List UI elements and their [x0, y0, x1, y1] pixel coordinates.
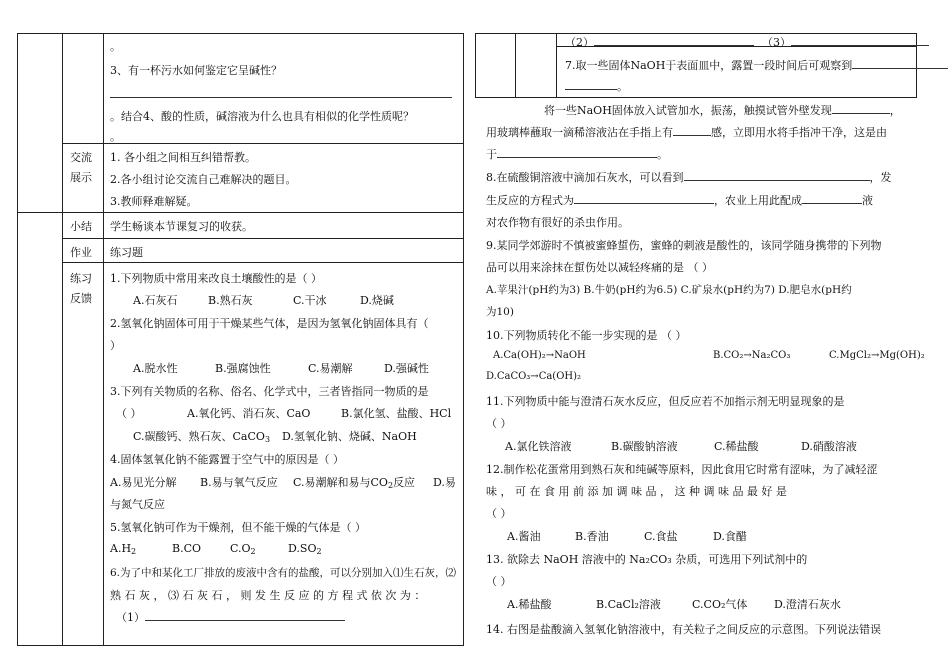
- content-question-4: 。结合4、酸的性质，碱溶液为什么也具有相似的化学性质呢？: [110, 110, 414, 123]
- q8-text-5: 液: [862, 194, 873, 207]
- left-table-col2: [62, 33, 63, 645]
- q3-option-d[interactable]: D.氢氧化钠、烧碱、NaOH: [282, 430, 417, 443]
- question-8-line-3: 对农作物有很好的杀虫作用。: [486, 216, 629, 229]
- content-question-3: 3、有一杯污水如何鉴定它呈碱性？: [110, 64, 282, 77]
- question-12-line-2: 味 ， 可 在 食 用 前 添 加 调 味 品 ， 这 种 调 味 品 最 好 是: [486, 485, 787, 498]
- q4-option-c[interactable]: [293, 474, 415, 490]
- dissolve-line-3: [486, 146, 668, 162]
- left-row-line-4: [62, 262, 464, 263]
- q4-option-c-sub: 2: [387, 481, 394, 490]
- q5-option-c[interactable]: [230, 542, 256, 556]
- homework-label: 作业: [70, 246, 92, 259]
- question-14: 14. 右图是盐酸滴入氢氧化钠溶液中，有关粒子之间反应的示意图。下列说法错误: [486, 623, 881, 636]
- q4-option-c-post: 反应: [393, 476, 416, 489]
- q2-option-a[interactable]: A.脱水性: [133, 362, 178, 375]
- content-end-period: 。: [110, 130, 121, 143]
- content-period: 。: [110, 40, 121, 53]
- dissolve-text-3b: 。: [657, 148, 668, 161]
- q11-option-c[interactable]: C.稀盐酸: [714, 440, 759, 453]
- q7-answer-blank[interactable]: [852, 57, 948, 69]
- question-8-line-1: [486, 169, 892, 185]
- exchange-item-2: 2.各小组讨论交流自己难解决的题目。: [110, 173, 297, 186]
- question-4: 4.固体氢氧化钠不能露置于空气中的原因是（ ）: [110, 453, 344, 466]
- left-table-col3: [103, 33, 104, 645]
- practice-label-1: 练习: [70, 272, 92, 285]
- q4-option-b[interactable]: B.易与氧气反应: [200, 476, 278, 489]
- left-table-top-border: [17, 33, 464, 34]
- q5-option-c-sub: 2: [250, 547, 256, 556]
- q8-blank-2[interactable]: [574, 192, 714, 204]
- question-3-paren: （ ）: [116, 407, 142, 420]
- q3-option-c-text: C.碳酸钙、熟石灰、CaCO: [133, 430, 265, 443]
- q5-option-b[interactable]: [172, 542, 201, 555]
- right-table-left-border: [475, 33, 476, 97]
- left-row-line-2: [17, 212, 464, 213]
- q13-option-c[interactable]: C.CO₂气体: [692, 598, 748, 611]
- q6-answer-3-blank[interactable]: [791, 34, 929, 46]
- question-7-end: [565, 78, 628, 94]
- q7-period: 。: [617, 80, 628, 93]
- left-row-line-1: [62, 143, 464, 144]
- question-13-paren: （ ）: [486, 575, 512, 588]
- question-9-line-2: 品可以用来涂抹在蜇伤处以减轻疼痛的是 （ ）: [486, 261, 713, 274]
- right-table-col2: [515, 33, 516, 97]
- left-table-bottom-border: [17, 645, 464, 646]
- q5-option-a-text: A.H: [110, 542, 132, 555]
- dissolve-blank-2[interactable]: [673, 124, 711, 136]
- q3-option-c[interactable]: [133, 428, 270, 444]
- q12-option-b[interactable]: B.香油: [575, 530, 609, 543]
- q8-text-4: ，农业上用此配成: [714, 194, 802, 207]
- q8-text-1: 8.在硫酸铜溶液中滴加石灰水，可以看到: [486, 171, 684, 184]
- summary-label: 小结: [70, 220, 92, 233]
- question-1: 1.下列物质中常用来改良土壤酸性的是（ ）: [110, 272, 322, 285]
- dissolve-text-1: 将一些NaOH固体放入试管加水，振荡，触摸试管外壁发现: [544, 104, 832, 117]
- q4-option-d[interactable]: D.易: [433, 476, 456, 489]
- homework-text: 练习题: [110, 246, 143, 259]
- dissolve-blank-3[interactable]: [497, 146, 657, 158]
- question-12-paren: （ ）: [486, 507, 512, 520]
- q6-answer-2-blank[interactable]: [594, 34, 754, 46]
- q6-blanks-row: [565, 34, 929, 50]
- question-13: 13. 欲除去 NaOH 溶液中的 Na₂CO₃ 杂质，可选用下列试剂中的: [486, 553, 808, 566]
- q3-option-c-sub: 3: [264, 435, 271, 444]
- q10-option-a[interactable]: A.Ca(OH)₂→NaOH: [493, 350, 586, 361]
- q1-option-c[interactable]: C.干冰: [293, 294, 327, 307]
- question-6-line-3: [116, 609, 345, 625]
- q11-option-a[interactable]: A.氯化铁溶液: [505, 440, 572, 453]
- q5-option-a-sub: 2: [131, 547, 137, 556]
- exchange-label-1: 交流: [70, 151, 92, 164]
- left-row-line-3: [62, 238, 464, 239]
- left-table-right-border: [463, 33, 464, 645]
- q5-option-a[interactable]: [110, 542, 136, 556]
- q7-text: 7.取一些固体NaOH于表面皿中，露置一段时间后可观察到: [565, 59, 853, 72]
- q8-text-2: ，发: [869, 171, 892, 184]
- q4-option-d-cont: 与氮气反应: [110, 498, 165, 511]
- q4-option-a[interactable]: A.易见光分解: [110, 476, 177, 489]
- question-8-line-2: [486, 192, 873, 208]
- right-table-col3: [556, 33, 557, 97]
- q2-option-b[interactable]: B.强腐蚀性: [215, 362, 271, 375]
- q5-option-d-sub: 2: [316, 547, 322, 556]
- left-table-outer-left: [17, 33, 18, 645]
- q8-blank-3[interactable]: [802, 192, 862, 204]
- question-6-line-2: 熟 石 灰 ， ⑶ 石 灰 石 ， 则 发 生 反 应 的 方 程 式 依 次 为 ：: [110, 589, 426, 602]
- q10-option-c[interactable]: C.MgCl₂→Mg(OH)₂: [829, 350, 925, 361]
- q12-option-c[interactable]: C.食盐: [644, 530, 678, 543]
- exchange-item-3: 3.教师释难解疑。: [110, 195, 198, 208]
- q1-option-a[interactable]: A.石灰石: [133, 294, 178, 307]
- dissolve-text-3a: 于: [486, 148, 497, 161]
- q10-option-d[interactable]: D.CaCO₃→Ca(OH)₂: [486, 371, 582, 382]
- q11-option-d[interactable]: D.硝酸溶液: [801, 440, 857, 453]
- question-7: [565, 57, 948, 73]
- question-9-options-cont: 为10): [486, 306, 514, 318]
- answer-line[interactable]: [110, 97, 452, 98]
- dissolve-text-2a: 用玻璃棒蘸取一滴稀溶液沾在手指上有: [486, 126, 673, 139]
- q3-option-a[interactable]: A.氧化钙、消石灰、CaO: [187, 407, 311, 420]
- q13-option-a[interactable]: A.稀盐酸: [507, 598, 552, 611]
- q10-option-b[interactable]: B.CO₂→Na₂CO₃: [713, 350, 791, 361]
- q5-option-c-text: C.O: [230, 542, 251, 555]
- q2-option-d[interactable]: D.强碱性: [384, 362, 429, 375]
- q8-blank-1[interactable]: [684, 169, 870, 181]
- exchange-label-2: 展示: [70, 171, 92, 184]
- q11-option-b[interactable]: B.碳酸钠溶液: [611, 440, 678, 453]
- exchange-item-1: 1. 各小组之间相互纠错帮教。: [110, 151, 256, 164]
- q6-label-1: （1）: [116, 611, 145, 624]
- q5-option-b-text: B.CO: [172, 542, 202, 555]
- question-9-options[interactable]: A.苹果汁(pH约为3) B.牛奶(pH约为6.5) C.矿泉水(pH约为7) D.肥皂水(pH约: [486, 284, 852, 296]
- question-6-line-1: 6.为了中和某化工厂排放的废液中含有的盐酸，可以分别加入⑴生石灰，⑵: [110, 567, 457, 579]
- question-5: 5.氢氧化钠可作为干燥剂，但不能干燥的气体是（ ）: [110, 521, 366, 534]
- dissolve-line-2: [486, 124, 887, 140]
- question-10: 10.下列物质转化不能一步实现的是 （ ）: [486, 329, 687, 342]
- q4-option-c-pre: C.易潮解和易与CO: [293, 476, 388, 489]
- summary-text: 学生畅谈本节课复习的收获。: [110, 220, 253, 233]
- q13-option-d[interactable]: D.澄清石灰水: [774, 598, 841, 611]
- q6-label-3: （3）: [762, 36, 791, 49]
- q1-option-b[interactable]: B.熟石灰: [208, 294, 253, 307]
- question-11-paren: （ ）: [486, 417, 512, 430]
- q13-option-b[interactable]: B.CaCl₂溶液: [596, 598, 661, 611]
- question-9-line-1: 9.某同学郊游时不慎被蜜蜂蜇伤，蜜蜂的刺液是酸性的，该同学随身携带的下列物: [486, 239, 882, 252]
- q6-label-2: （2）: [565, 36, 594, 49]
- q5-option-d-text: D.SO: [288, 542, 317, 555]
- q3-option-b[interactable]: B.氯化氢、盐酸、HCl: [341, 407, 452, 420]
- question-2: 2.氢氧化钠固体可用于干燥某些气体，是因为氢氧化钠固体具有（: [110, 317, 429, 330]
- right-table-bottom-border: [475, 97, 917, 98]
- question-11: 11.下列物质中能与澄清石灰水反应，但反应若不加指示剂无明显现象的是: [486, 395, 845, 408]
- question-2-close: ）: [110, 339, 121, 352]
- q1-option-d[interactable]: D.烧碱: [360, 294, 394, 307]
- q12-option-a[interactable]: A.酱油: [507, 530, 541, 543]
- q12-option-d[interactable]: D.食醋: [713, 530, 747, 543]
- question-3: 3.下列有关物质的名称、俗名、化学式中，三者皆指同一物质的是: [110, 385, 429, 398]
- question-12-line-1: 12.制作松花蛋常用到熟石灰和纯碱等原料，因此食用它时常有涩味，为了减轻涩: [486, 463, 878, 476]
- dissolve-text-2b: 感，立即用水将手指冲干净，这是由: [711, 126, 887, 139]
- q7-answer-blank-2[interactable]: [565, 78, 617, 90]
- q2-option-c[interactable]: C.易潮解: [308, 362, 353, 375]
- q5-option-d[interactable]: [288, 542, 322, 556]
- q6-answer-1-blank[interactable]: [145, 609, 345, 621]
- dissolve-line-1: 将一些NaOH固体放入试管加水，振荡，触摸试管外壁发现 ，: [544, 104, 901, 117]
- q8-text-3: 生反应的方程式为: [486, 194, 574, 207]
- dissolve-blank-1[interactable]: [832, 102, 890, 114]
- practice-label-2: 反馈: [70, 292, 92, 305]
